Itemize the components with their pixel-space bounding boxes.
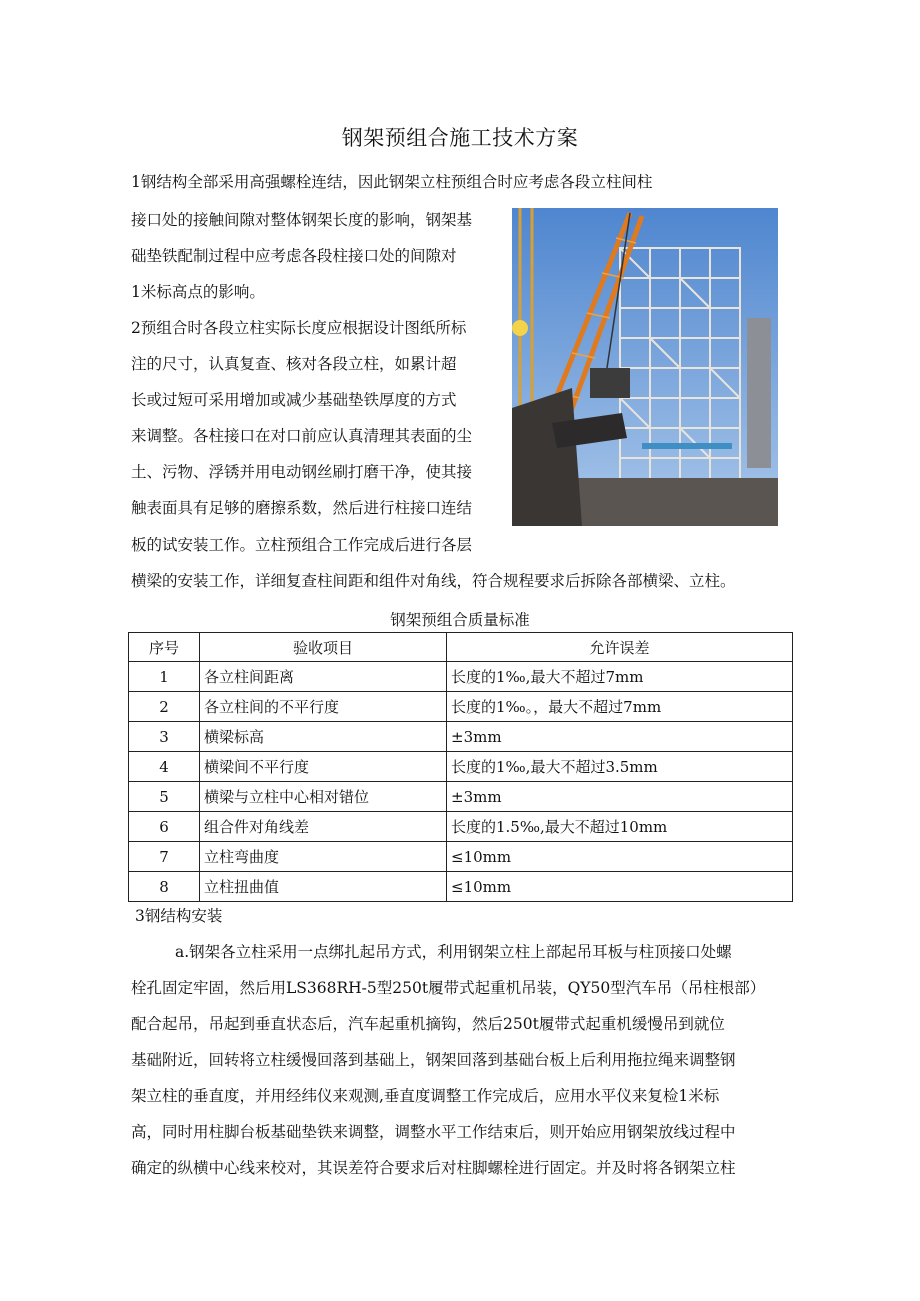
cell-item: 各立柱间距离 bbox=[200, 662, 447, 692]
table-row bbox=[129, 782, 793, 812]
cell-item: 横梁标高 bbox=[200, 722, 447, 752]
cell-item: 立柱弯曲度 bbox=[200, 842, 447, 872]
table-row bbox=[129, 812, 793, 842]
paragraph-line: 2预组合时各段立柱实际长度应根据设计图纸所标 bbox=[131, 319, 467, 337]
header-item: 验收项目 bbox=[200, 633, 447, 662]
header-tolerance: 允许误差 bbox=[447, 633, 793, 662]
cell-no: 3 bbox=[129, 722, 200, 752]
cell-item: 组合件对角线差 bbox=[200, 812, 447, 842]
cell-item: 横梁与立柱中心相对错位 bbox=[200, 782, 447, 812]
cell-tolerance: 长度的1.5‰,最大不超过10mm bbox=[447, 812, 793, 842]
paragraph-line: 触表面具有足够的磨擦系数，然后进行柱接口连结 bbox=[131, 499, 473, 517]
quality-standard-table bbox=[128, 632, 793, 902]
paragraph-line: 长或过短可采用增加或减少基础垫铁厚度的方式 bbox=[131, 391, 457, 409]
section-line: 高，同时用柱脚台板基础垫铁来调整，调整水平工作结束后，则开始应用钢架放线过程中 bbox=[131, 1123, 736, 1141]
cell-no: 7 bbox=[129, 842, 200, 872]
table-row bbox=[129, 692, 793, 722]
table-row bbox=[129, 722, 793, 752]
paragraph-line: 接口处的接触间隙对整体钢架长度的影响，钢架基 bbox=[131, 211, 473, 229]
cell-tolerance: ≤10mm bbox=[447, 842, 793, 872]
page-title: 钢架预组合施工技术方案 bbox=[341, 126, 579, 150]
cell-no: 5 bbox=[129, 782, 200, 812]
cell-no: 8 bbox=[129, 872, 200, 902]
section-line: 基础附近，回转将立柱缓慢回落到基础上，钢架回落到基础台板上后利用拖拉绳来调整钢 bbox=[131, 1051, 736, 1069]
table-caption: 钢架预组合质量标准 bbox=[390, 611, 530, 629]
paragraph-line: 础垫铁配制过程中应考虑各段柱接口处的间隙对 bbox=[131, 247, 457, 265]
paragraph-line: 注的尺寸，认真复查、核对各段立柱，如累计超 bbox=[131, 355, 457, 373]
cell-tolerance: ±3mm bbox=[447, 782, 793, 812]
paragraph-line: 来调整。各柱接口在对口前应认真清理其表面的尘 bbox=[131, 427, 473, 445]
cell-tolerance: 长度的1‰,最大不超过7mm bbox=[447, 662, 793, 692]
table-header-row bbox=[129, 633, 793, 662]
cell-tolerance: 长度的1‰。，最大不超过7mm bbox=[447, 692, 793, 722]
table-row bbox=[129, 872, 793, 902]
paragraph-line: 土、污物、浮锈并用电动钢丝刷打磨干净，使其接 bbox=[131, 463, 473, 481]
cell-no: 2 bbox=[129, 692, 200, 722]
table-row bbox=[129, 842, 793, 872]
cell-tolerance: 长度的1‰,最大不超过3.5mm bbox=[447, 752, 793, 782]
cell-item: 立柱扭曲值 bbox=[200, 872, 447, 902]
cell-tolerance: ≤10mm bbox=[447, 872, 793, 902]
paragraph-line: 1钢结构全部采用高强螺栓连结，因此钢架立柱预组合时应考虑各段立柱间柱 bbox=[131, 173, 653, 191]
section-line: 配合起吊，吊起到垂直状态后，汽车起重机摘钩，然后250t履带式起重机缓慢吊到就位 bbox=[131, 1015, 725, 1033]
construction-photo bbox=[512, 208, 778, 526]
section-line: 栓孔固定牢固，然后用LS368RH-5型250t履带式起重机吊装，QY50型汽车吊（吊柱根部） bbox=[131, 979, 766, 997]
table-row bbox=[129, 752, 793, 782]
paragraph-line: 1米标高点的影响。 bbox=[131, 283, 265, 301]
table-row bbox=[129, 662, 793, 692]
section-line: 确定的纵横中心线来校对，其误差符合要求后对柱脚螺栓进行固定。并及时将各钢架立柱 bbox=[131, 1159, 736, 1177]
cell-tolerance: ±3mm bbox=[447, 722, 793, 752]
cell-no: 4 bbox=[129, 752, 200, 782]
section-line: 架立柱的垂直度，并用经纬仪来观测,垂直度调整工作完成后，应用水平仪来复检1米标 bbox=[131, 1087, 720, 1105]
paragraph-line: 横梁的安装工作，详细复查柱间距和组件对角线，符合规程要求后拆除各部横梁、立柱。 bbox=[131, 572, 736, 590]
cell-item: 横梁间不平行度 bbox=[200, 752, 447, 782]
cell-no: 1 bbox=[129, 662, 200, 692]
header-no: 序号 bbox=[129, 633, 200, 662]
paragraph-line: 板的试安装工作。立柱预组合工作完成后进行各层 bbox=[131, 536, 473, 554]
cell-no: 6 bbox=[129, 812, 200, 842]
cell-item: 各立柱间的不平行度 bbox=[200, 692, 447, 722]
section-line: a.钢架各立柱采用一点绑扎起吊方式，利用钢架立柱上部起吊耳板与柱顶接口处螺 bbox=[175, 943, 732, 961]
section-heading: 3钢结构安装 bbox=[135, 907, 223, 925]
